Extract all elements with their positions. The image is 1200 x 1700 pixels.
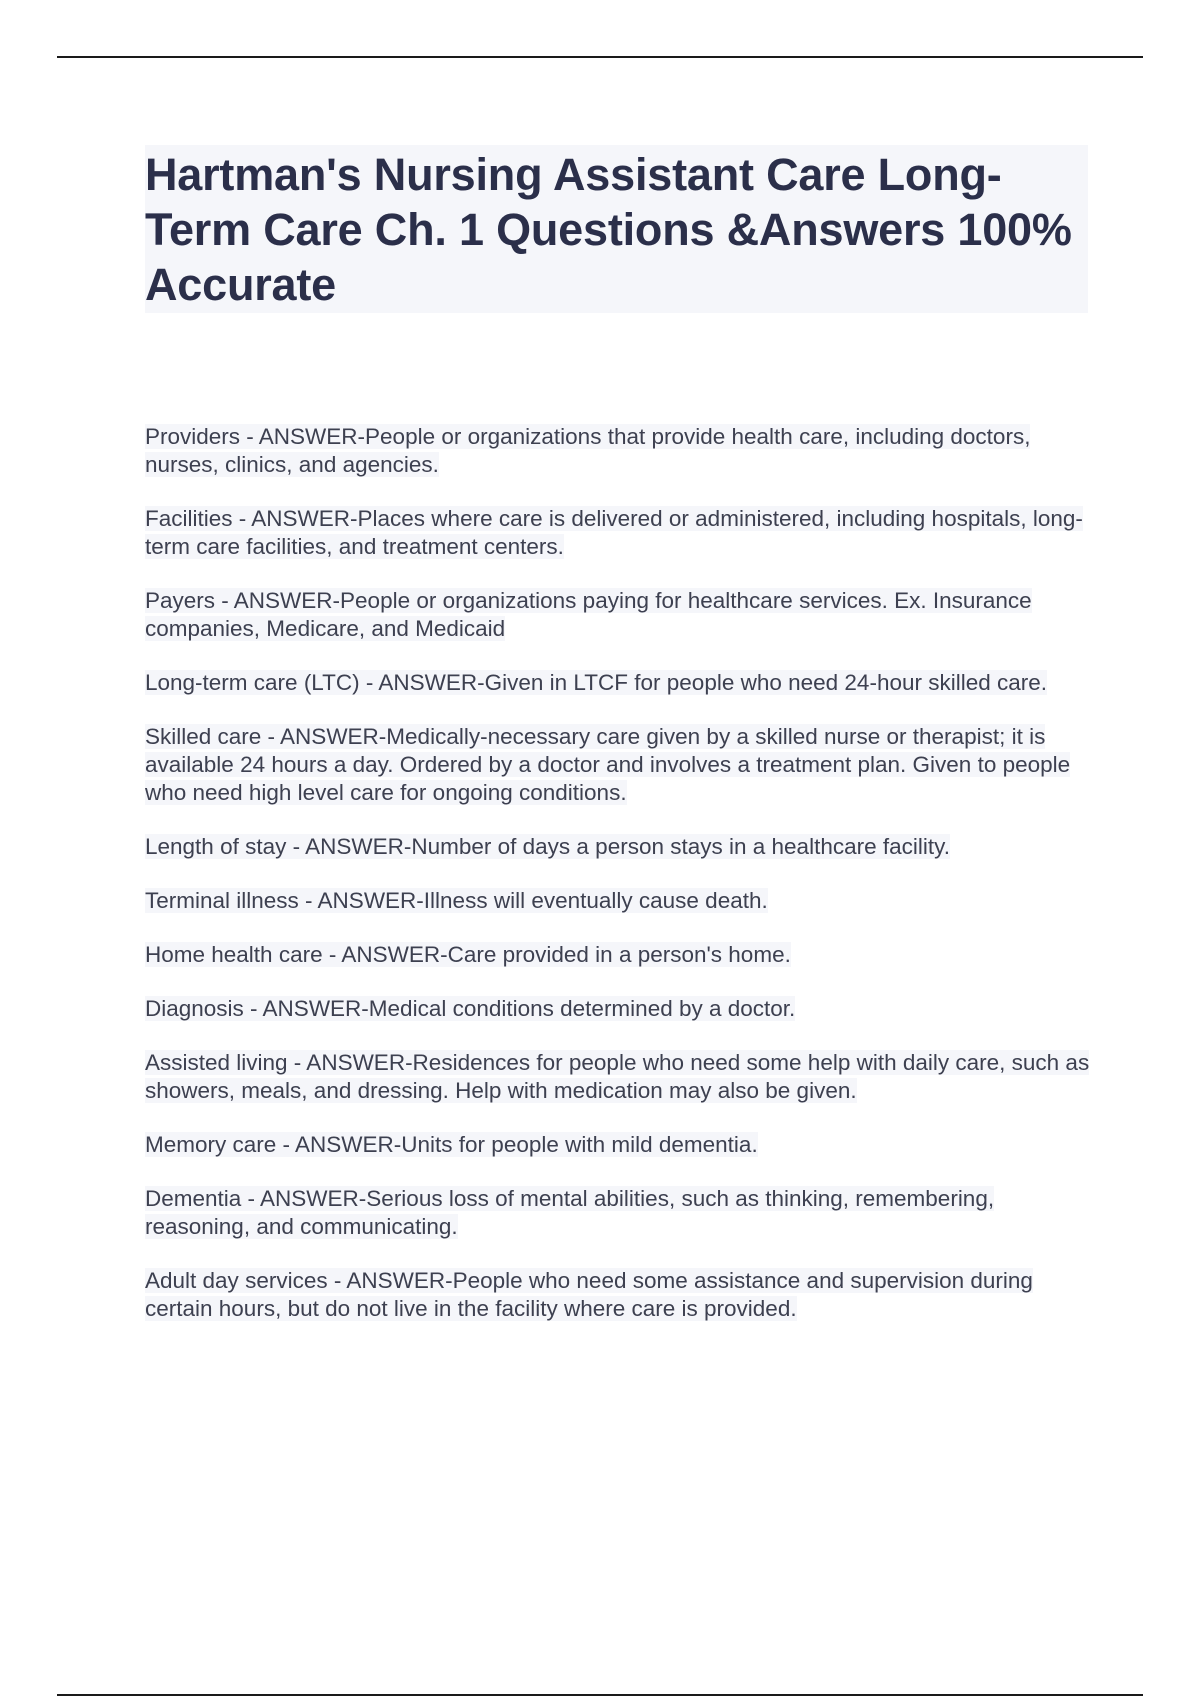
qa-item-text: Payers - ANSWER-People or organizations paying for healthcare services. Ex. Insurance companies, Medicare, and Medicaid (145, 588, 1032, 641)
title-block (145, 145, 1088, 313)
qa-item (145, 995, 1090, 1023)
qa-item (145, 833, 1090, 861)
qa-item (145, 1185, 1090, 1241)
qa-item-text: Home health care - ANSWER-Care provided in a person's home. (145, 942, 791, 967)
qa-item-text: Adult day services - ANSWER-People who need some assistance and supervision during certain hours, but do not live in the facility where care is provided. (145, 1268, 1033, 1321)
document-title: Hartman's Nursing Assistant Care Long-Term Care Ch. 1 Questions &Answers 100% Accurate (145, 149, 1072, 310)
qa-item-text: Dementia - ANSWER-Serious loss of mental abilities, such as thinking, remembering, reasoning, and communicating. (145, 1186, 995, 1239)
qa-item (145, 669, 1090, 697)
qa-item-text: Length of stay - ANSWER-Number of days a person stays in a healthcare facility. (145, 834, 950, 859)
qa-item (145, 505, 1090, 561)
qa-item-text: Assisted living - ANSWER-Residences for people who need some help with daily care, such as showers, meals, and dressing. Help with medication may also be given. (145, 1050, 1090, 1103)
qa-list (145, 423, 1090, 1349)
qa-item-text: Long-term care (LTC) - ANSWER-Given in LTCF for people who need 24-hour skilled care. (145, 670, 1048, 695)
qa-item (145, 1131, 1090, 1159)
qa-item (145, 723, 1090, 807)
qa-item (145, 587, 1090, 643)
bottom-divider (57, 1694, 1143, 1696)
qa-item (145, 423, 1090, 479)
qa-item-text: Diagnosis - ANSWER-Medical conditions determined by a doctor. (145, 996, 796, 1021)
top-divider (57, 56, 1143, 58)
qa-item (145, 941, 1090, 969)
qa-item-text: Facilities - ANSWER-Places where care is delivered or administered, including hospitals, long-term care facilities, and treatment centers. (145, 506, 1083, 559)
qa-item-text: Terminal illness - ANSWER-Illness will eventually cause death. (145, 888, 768, 913)
qa-item-text: Memory care - ANSWER-Units for people with mild dementia. (145, 1132, 758, 1157)
qa-item-text: Skilled care - ANSWER-Medically-necessary care given by a skilled nurse or therapist; it is available 24 hours a day. Ordered by a doctor and involves a treatment plan. Given to people who need high level care for ongoing conditions. (145, 724, 1071, 805)
qa-item (145, 1049, 1090, 1105)
qa-item (145, 1267, 1090, 1323)
qa-item (145, 887, 1090, 915)
qa-item-text: Providers - ANSWER-People or organizations that provide health care, including doctors, nurses, clinics, and agencies. (145, 424, 1031, 477)
